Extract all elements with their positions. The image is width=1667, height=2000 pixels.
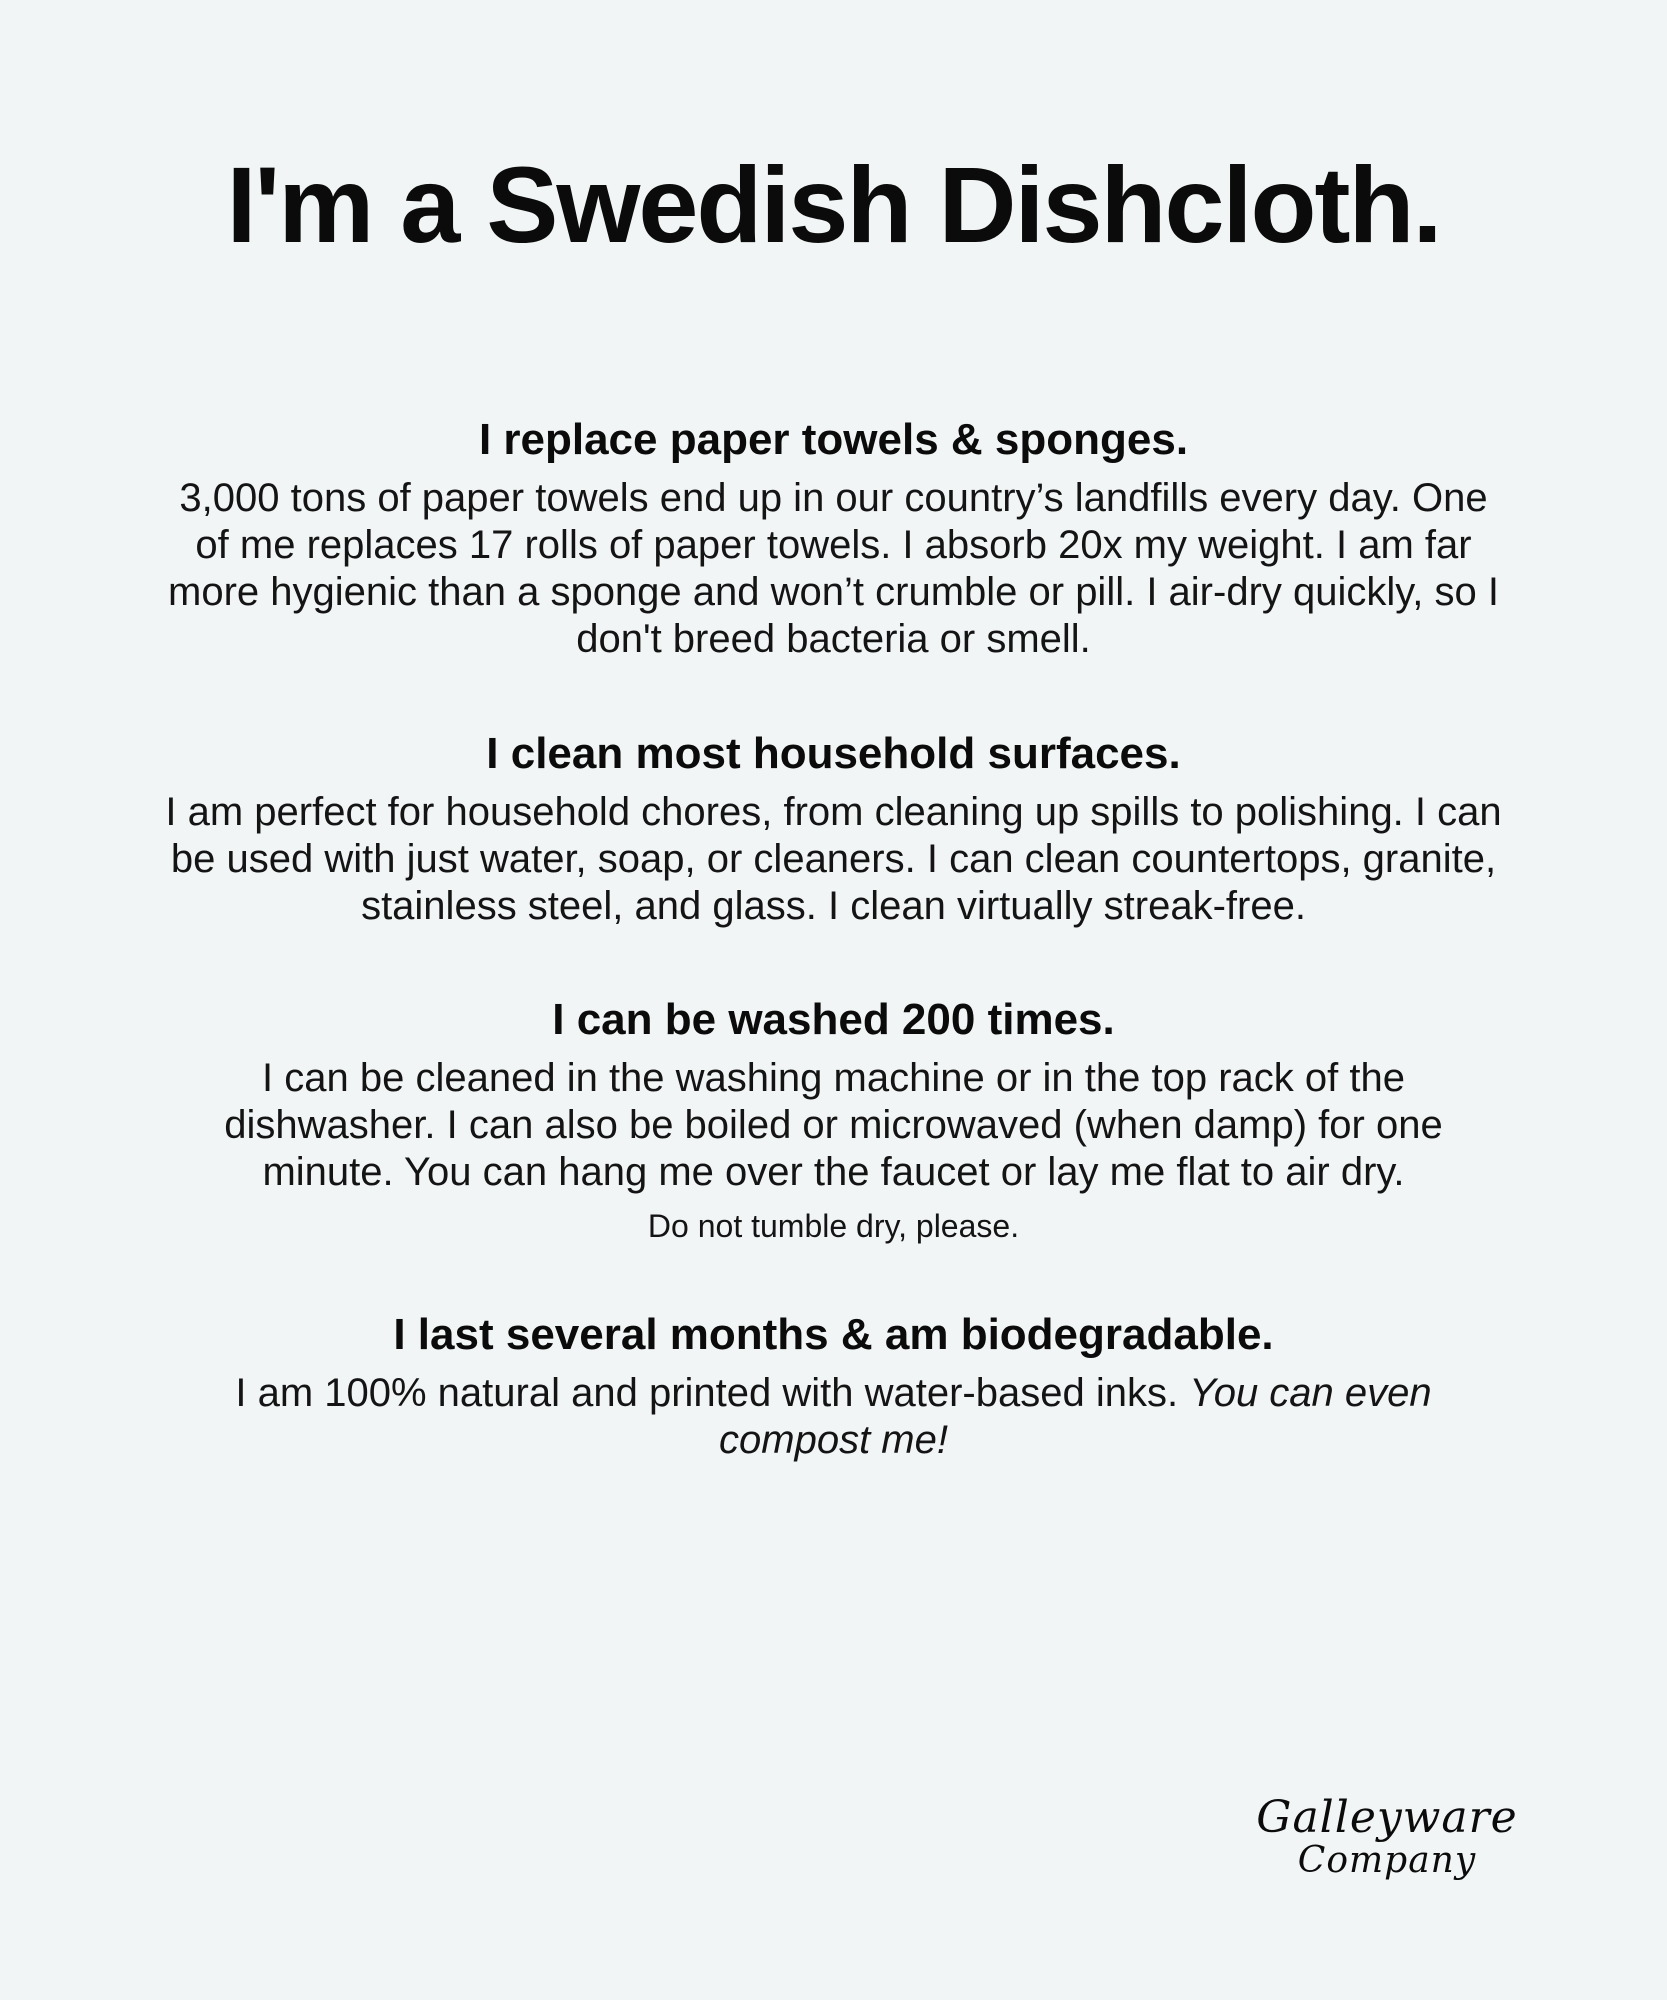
section-washed-200-times [134, 992, 1534, 1245]
section-note: Do not tumble dry, please. [647, 1207, 1020, 1244]
section-title: I replace paper towels & sponges. [478, 414, 1189, 464]
brand-logo-name: Galleyware [1256, 1792, 1518, 1844]
section-biodegradable [134, 1307, 1534, 1464]
section-body: I am perfect for household chores, from cleaning up spills to polishing. I can be used with just water, soap, or cleaners. I can clean countertops, granite, stainless steel, and glass. I clean virtually streak-free. [165, 789, 1502, 928]
brand-logo-subtitle: Company [1297, 1840, 1477, 1882]
section-title: I clean most household surfaces. [486, 728, 1181, 778]
section-clean-surfaces [134, 726, 1534, 931]
section-title: I last several months & am biodegradable. [393, 1310, 1274, 1360]
section-body: I can be cleaned in the washing machine or in the top rack of the dishwasher. I can also be boiled or microwaved (when damp) for one minute. You can hang me over the faucet or lay me flat to air dry. [224, 1056, 1443, 1195]
page-title: I'm a Swedish Dishcloth. [226, 144, 1441, 265]
section-body [134, 1370, 1534, 1464]
section-replace-paper-towels [134, 412, 1534, 664]
section-body-plain: I am 100% natural and printed with water-based inks. [235, 1371, 1190, 1416]
section-body: 3,000 tons of paper towels end up in our country’s landfills every day. One of me replaces 17 rolls of paper towels. I absorb 20x my weight. I am far more hygienic than a sponge and won’t crumble or pill. I air-dry quickly, so I don't breed bacteria or smell. [168, 475, 1499, 662]
section-body-emphasis: You can even compost me! [719, 1371, 1432, 1463]
brand-logo [1237, 1792, 1537, 1882]
section-title: I can be washed 200 times. [552, 995, 1115, 1045]
